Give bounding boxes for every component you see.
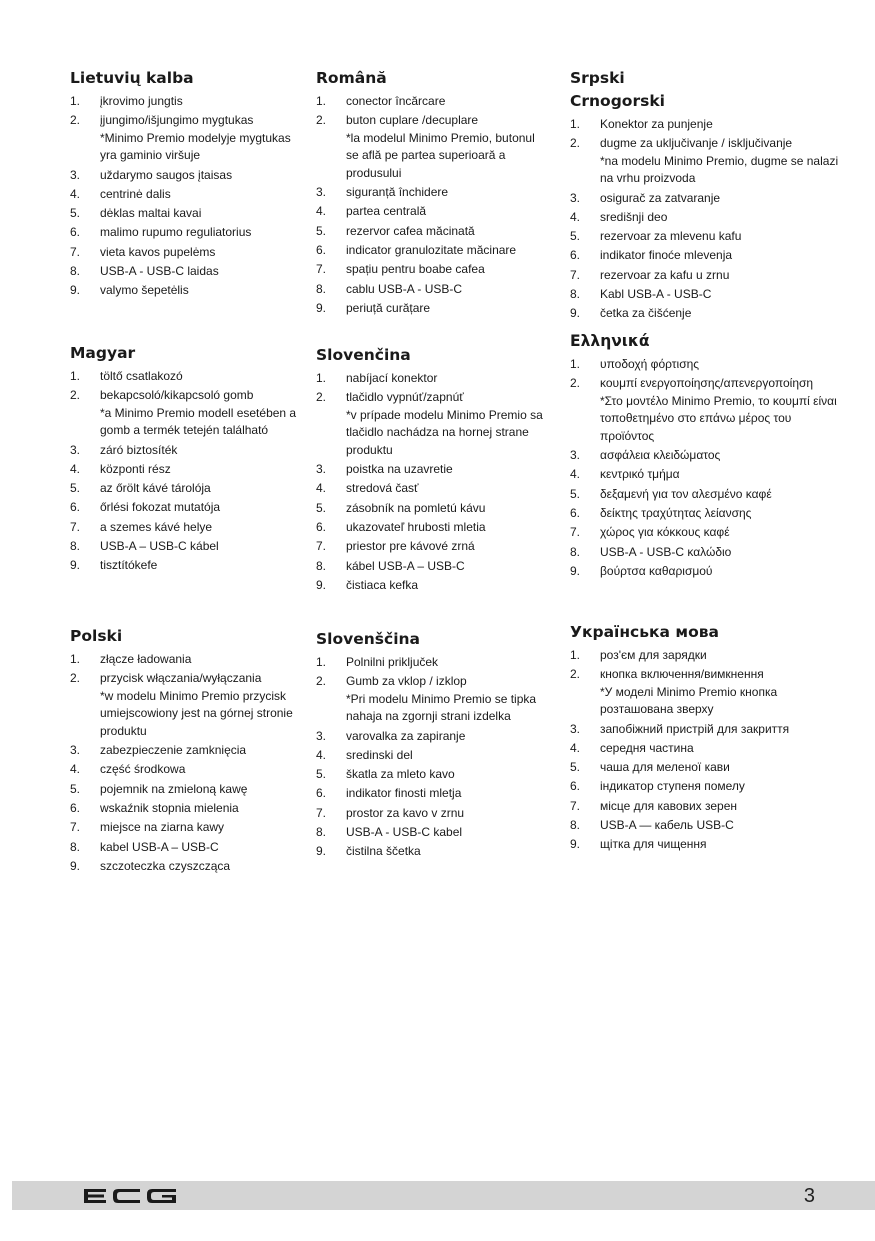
list-item	[570, 798, 840, 816]
section-title: Srpski	[570, 69, 625, 87]
item-text: pojemnik na zmieloną kawę	[100, 781, 248, 796]
list-item	[570, 228, 840, 246]
section-ukrainian	[570, 621, 840, 856]
item-note: *w modelu Minimo Premio przycisk umiejscowiony jest na górnej stronie produktu	[100, 688, 293, 738]
list-item	[70, 167, 300, 185]
item-text: priestor pre kávové zrná	[346, 539, 475, 554]
section-title: Română	[316, 69, 387, 87]
item-text: przycisk włączania/wyłączania	[100, 671, 262, 686]
item-number: 6.	[316, 519, 327, 534]
item-number: 1.	[316, 371, 327, 385]
item-text: USB-A - USB-C laidas	[100, 264, 219, 279]
item-number: 1.	[316, 655, 327, 669]
item-text: cablu USB-A - USB-C	[346, 281, 463, 296]
item-number: 9.	[70, 283, 81, 298]
item-number: 6.	[570, 505, 581, 520]
item-number: 2.	[70, 113, 81, 128]
section-slovenian	[316, 628, 546, 863]
item-number: 3.	[570, 448, 581, 463]
item-text: indikator finosti mletja	[346, 786, 462, 801]
item-number: 1.	[70, 369, 81, 383]
item-number: 2.	[570, 136, 581, 151]
list-item	[570, 563, 840, 581]
item-text: zabezpieczenie zamknięcia	[100, 743, 247, 758]
item-text: įkrovimo jungtis	[100, 94, 183, 108]
list-item	[70, 244, 300, 262]
list-item	[570, 647, 840, 665]
ecg-logo	[82, 1187, 182, 1210]
item-text: rezervoar za kafu u zrnu	[600, 267, 730, 282]
list-item	[70, 93, 300, 111]
list-item	[70, 651, 300, 669]
item-text: miejsce na ziarna kawy	[100, 820, 225, 835]
item-number: 4.	[70, 762, 81, 777]
item-text: őrlési fokozat mutatója	[100, 500, 221, 515]
item-number: 9.	[316, 844, 327, 859]
item-text: ασφάλεια κλειδώματος	[600, 448, 721, 463]
item-number: 8.	[570, 544, 581, 559]
item-note: *Minimo Premio modelyje mygtukas yra gaminio viršuje	[100, 130, 291, 163]
item-text: κουμπί ενεργοποίησης/απενεργοποίηση	[600, 376, 814, 391]
item-text: роз'єм для зарядки	[600, 648, 707, 662]
item-number: 4.	[570, 740, 581, 755]
list-item	[316, 242, 546, 260]
list-item	[570, 466, 840, 484]
list-item	[70, 205, 300, 223]
list-item	[570, 356, 840, 374]
list-item	[70, 442, 300, 460]
item-note: *Pri modelu Minimo Premio se tipka nahaja na zgornji strani izdelka	[346, 691, 537, 724]
section-greek	[570, 330, 840, 582]
list-item	[70, 858, 300, 876]
section-slovak	[316, 344, 546, 596]
item-number: 1.	[316, 94, 327, 108]
list-item	[70, 800, 300, 818]
item-number: 2.	[316, 113, 327, 128]
item-note: *Στο μοντέλο Minimo Premio, το κουμπί είναι τοποθετημένο στο επάνω μέρος του προϊόντος	[600, 393, 837, 443]
item-text: centrinė dalis	[100, 186, 171, 201]
list-item	[316, 805, 546, 823]
item-text: dugme za uključivanje / isključivanje	[600, 136, 793, 151]
item-number: 5.	[316, 500, 327, 515]
item-number: 9.	[570, 306, 581, 321]
list-item	[316, 370, 546, 388]
item-text: індикатор ступеня помелу	[600, 779, 745, 794]
item-number: 8.	[570, 818, 581, 833]
list-item	[70, 186, 300, 204]
item-text: spațiu pentru boabe cafea	[346, 262, 485, 277]
item-number: 8.	[316, 558, 327, 573]
list-item	[316, 728, 546, 746]
list-item	[70, 480, 300, 498]
list-item	[70, 538, 300, 556]
item-text: poistka na uzavretie	[346, 462, 453, 477]
item-number: 9.	[316, 577, 327, 592]
parts-list	[70, 651, 300, 875]
item-text: δεξαμενή για τον αλεσμένο καφέ	[600, 486, 772, 501]
section-title: Slovenčina	[316, 346, 411, 364]
item-text: βούρτσα καθαρισμού	[600, 563, 713, 578]
item-number: 6.	[70, 225, 81, 240]
list-item	[316, 785, 546, 803]
item-text: złącze ładowania	[100, 652, 192, 666]
list-item	[316, 824, 546, 842]
item-number: 7.	[316, 539, 327, 554]
item-text: Kabl USB-A - USB-C	[600, 287, 712, 302]
item-number: 7.	[70, 820, 81, 835]
item-text: záró biztosíték	[100, 442, 178, 457]
list-item	[70, 461, 300, 479]
list-item	[316, 654, 546, 672]
list-item	[70, 670, 300, 740]
parts-list	[316, 93, 546, 317]
item-text: malimo rupumo reguliatorius	[100, 225, 252, 240]
list-item	[316, 389, 546, 459]
item-number: 3.	[570, 190, 581, 205]
list-item	[316, 203, 546, 221]
item-text: szczoteczka czyszcząca	[100, 858, 231, 873]
item-text: χώρος για κόκκους καφέ	[600, 525, 730, 540]
item-number: 7.	[570, 798, 581, 813]
list-item	[570, 135, 840, 188]
list-item	[570, 305, 840, 323]
item-number: 7.	[70, 244, 81, 259]
item-text: щітка для чищення	[600, 837, 707, 852]
item-number: 2.	[316, 390, 327, 405]
list-item	[570, 209, 840, 227]
item-text: USB-A - USB-C καλώδιο	[600, 544, 732, 559]
section-title: Ελληνικά	[570, 332, 650, 350]
item-text: Polnilni priključek	[346, 655, 439, 669]
item-text: periuță curățare	[346, 300, 431, 315]
ecg-logo-graphic	[82, 1187, 182, 1205]
item-number: 5.	[316, 767, 327, 782]
item-text: središnji deo	[600, 209, 668, 224]
item-number: 4.	[70, 461, 81, 476]
item-number: 9.	[70, 858, 81, 873]
item-text: rezervor cafea măcinată	[346, 223, 475, 238]
list-item	[316, 223, 546, 241]
list-item	[316, 461, 546, 479]
item-number: 2.	[570, 667, 581, 682]
list-item	[316, 480, 546, 498]
item-number: 8.	[70, 264, 81, 279]
item-text: vieta kavos pupelėms	[100, 244, 216, 259]
list-item	[316, 766, 546, 784]
item-number: 5.	[70, 781, 81, 796]
list-item	[570, 740, 840, 758]
item-number: 2.	[70, 388, 81, 403]
item-number: 7.	[570, 267, 581, 282]
parts-list	[316, 654, 546, 861]
item-number: 8.	[70, 539, 81, 554]
parts-list	[570, 356, 840, 580]
list-item	[570, 486, 840, 504]
item-number: 7.	[570, 525, 581, 540]
item-text: osigurač za zatvaranje	[600, 190, 721, 205]
item-number: 1.	[70, 652, 81, 666]
item-note: *la modelul Minimo Premio, butonul se află pe partea superioară a produsului	[346, 130, 535, 180]
list-item	[570, 778, 840, 796]
list-item	[570, 267, 840, 285]
list-item	[316, 184, 546, 202]
list-item	[316, 747, 546, 765]
item-text: bekapcsoló/kikapcsoló gomb	[100, 388, 254, 403]
list-item	[570, 116, 840, 134]
item-number: 5.	[70, 481, 81, 496]
list-item	[70, 368, 300, 386]
item-text: κεντρικό τμήμα	[600, 467, 680, 482]
list-item	[570, 190, 840, 208]
list-item	[570, 666, 840, 719]
item-number: 1.	[70, 94, 81, 108]
list-item	[70, 557, 300, 575]
item-number: 4.	[316, 747, 327, 762]
item-number: 6.	[570, 779, 581, 794]
section-lithuanian	[70, 67, 300, 302]
item-number: 6.	[316, 786, 327, 801]
parts-list	[70, 93, 300, 300]
section-title-secondary: Crnogorski	[570, 92, 665, 110]
list-item	[570, 721, 840, 739]
list-item	[570, 759, 840, 777]
list-item	[316, 577, 546, 595]
item-text: місце для кавових зерен	[600, 798, 738, 813]
item-note: *a Minimo Premio modell esetében a gomb a termék tetején található	[100, 405, 297, 438]
item-text: rezervoar za mlevenu kafu	[600, 229, 742, 244]
list-item	[570, 544, 840, 562]
item-number: 8.	[570, 287, 581, 302]
list-item	[316, 558, 546, 576]
item-number: 6.	[570, 248, 581, 263]
section-title: Polski	[70, 627, 123, 645]
item-number: 3.	[316, 462, 327, 477]
item-number: 6.	[316, 242, 327, 257]
list-item	[316, 519, 546, 537]
item-text: sredinski del	[346, 747, 413, 762]
list-item	[570, 505, 840, 523]
list-item	[70, 519, 300, 537]
item-text: partea centrală	[346, 204, 427, 219]
section-polish	[70, 625, 300, 877]
item-text: stredová časť	[346, 481, 419, 496]
item-note: *У моделі Minimo Premio кнопка розташована зверху	[600, 684, 778, 717]
item-text: központi rész	[100, 461, 171, 476]
item-text: kábel USB-A – USB-C	[346, 558, 465, 573]
item-number: 1.	[570, 648, 581, 662]
list-item	[70, 781, 300, 799]
list-item	[70, 819, 300, 837]
item-number: 5.	[70, 206, 81, 221]
item-text: чаша для меленої кави	[600, 760, 730, 775]
item-text: siguranță închidere	[346, 185, 449, 200]
list-item	[70, 282, 300, 300]
item-number: 2.	[316, 674, 327, 689]
section-title: Українська мова	[570, 623, 719, 641]
item-number: 3.	[316, 728, 327, 743]
item-text: zásobník na pomletú kávu	[346, 500, 486, 515]
item-text: υποδοχή φόρτισης	[600, 357, 700, 371]
page-number: 3	[803, 1185, 815, 1207]
section-title: Magyar	[70, 344, 136, 362]
item-number: 8.	[70, 839, 81, 854]
list-item	[70, 742, 300, 760]
item-number: 1.	[570, 117, 581, 131]
item-text: indikator finoće mlevenja	[600, 248, 733, 263]
list-item	[316, 93, 546, 111]
section-serbian-montenegrin	[570, 67, 840, 325]
item-text: wskaźnik stopnia mielenia	[100, 800, 239, 815]
item-number: 7.	[316, 262, 327, 277]
item-number: 8.	[316, 825, 327, 840]
list-item	[570, 524, 840, 542]
item-text: tlačidlo vypnúť/zapnúť	[346, 390, 464, 405]
list-item	[316, 673, 546, 726]
item-text: кнопка включення/вимкнення	[600, 667, 764, 682]
item-text: az őrölt kávé tárolója	[100, 481, 211, 496]
item-number: 9.	[570, 837, 581, 852]
list-item	[70, 224, 300, 242]
list-item	[316, 261, 546, 279]
list-item	[70, 499, 300, 517]
item-text: ukazovateľ hrubosti mletia	[346, 519, 486, 534]
item-number: 3.	[70, 442, 81, 457]
section-romanian	[316, 67, 546, 319]
list-item	[316, 843, 546, 861]
parts-list	[570, 647, 840, 854]
item-number: 2.	[570, 376, 581, 391]
item-text: čistilna ščetka	[346, 844, 421, 859]
item-text: nabíjací konektor	[346, 371, 438, 385]
item-text: δείκτης τραχύτητας λείανσης	[600, 505, 752, 520]
item-number: 3.	[316, 185, 327, 200]
item-note: *v prípade modelu Minimo Premio sa tlačidlo nachádza na hornej strane produktu	[346, 407, 543, 457]
list-item	[570, 375, 840, 445]
item-note: *na modelu Minimo Premio, dugme se nalazi na vrhu proizvoda	[600, 153, 839, 186]
item-text: Gumb za vklop / izklop	[346, 674, 467, 689]
item-number: 3.	[70, 743, 81, 758]
parts-list	[570, 116, 840, 323]
list-item	[70, 263, 300, 281]
item-number: 9.	[70, 558, 81, 573]
section-hungarian	[70, 342, 300, 577]
list-item	[316, 300, 546, 318]
item-text: varovalka za zapiranje	[346, 728, 466, 743]
item-text: запобіжний пристрій для закриття	[600, 721, 790, 736]
list-item	[70, 112, 300, 165]
item-number: 4.	[570, 467, 581, 482]
list-item	[316, 281, 546, 299]
list-item	[570, 286, 840, 304]
item-text: töltő csatlakozó	[100, 369, 183, 383]
item-text: USB-A — кабель USB-C	[600, 818, 734, 833]
parts-list	[70, 368, 300, 575]
item-number: 3.	[570, 721, 581, 736]
item-number: 5.	[570, 760, 581, 775]
section-title: Lietuvių kalba	[70, 69, 194, 87]
list-item	[70, 761, 300, 779]
list-item	[70, 839, 300, 857]
item-text: indicator granulozitate măcinare	[346, 242, 517, 257]
item-number: 4.	[316, 481, 327, 496]
item-text: conector încărcare	[346, 94, 446, 108]
item-text: četka za čišćenje	[600, 306, 692, 321]
item-text: buton cuplare /decuplare	[346, 113, 479, 128]
item-text: USB-A – USB-C kábel	[100, 539, 219, 554]
item-number: 2.	[70, 671, 81, 686]
item-number: 5.	[570, 486, 581, 501]
item-number: 7.	[70, 519, 81, 534]
list-item	[70, 387, 300, 440]
item-number: 1.	[570, 357, 581, 371]
item-text: škatla za mleto kavo	[346, 767, 455, 782]
item-text: część środkowa	[100, 762, 186, 777]
item-number: 9.	[316, 300, 327, 315]
list-item	[570, 817, 840, 835]
item-text: įjungimo/išjungimo mygtukas	[100, 113, 254, 128]
item-text: prostor za kavo v zrnu	[346, 805, 465, 820]
item-text: uždarymo saugos įtaisas	[100, 167, 233, 182]
list-item	[316, 538, 546, 556]
item-text: середня частина	[600, 740, 694, 755]
item-number: 7.	[316, 805, 327, 820]
item-text: valymo šepetėlis	[100, 283, 189, 298]
item-number: 4.	[316, 204, 327, 219]
section-title: Slovenščina	[316, 630, 420, 648]
item-number: 6.	[70, 500, 81, 515]
list-item	[570, 836, 840, 854]
item-text: Konektor za punjenje	[600, 117, 713, 131]
item-text: kabel USB-A – USB-C	[100, 839, 219, 854]
list-item	[316, 500, 546, 518]
item-number: 6.	[70, 800, 81, 815]
item-number: 8.	[316, 281, 327, 296]
item-text: čistiaca kefka	[346, 577, 419, 592]
item-number: 4.	[570, 209, 581, 224]
item-number: 4.	[70, 186, 81, 201]
footer-bar	[12, 1181, 875, 1210]
item-text: tisztítókefe	[100, 558, 158, 573]
item-text: a szemes kávé helye	[100, 519, 213, 534]
item-text: dėklas maltai kavai	[100, 206, 202, 221]
list-item	[570, 447, 840, 465]
parts-list	[316, 370, 546, 594]
item-number: 3.	[70, 167, 81, 182]
list-item	[316, 112, 546, 182]
item-number: 5.	[316, 223, 327, 238]
list-item	[570, 247, 840, 265]
item-number: 5.	[570, 229, 581, 244]
item-text: USB-A - USB-C kabel	[346, 825, 463, 840]
item-number: 9.	[570, 563, 581, 578]
